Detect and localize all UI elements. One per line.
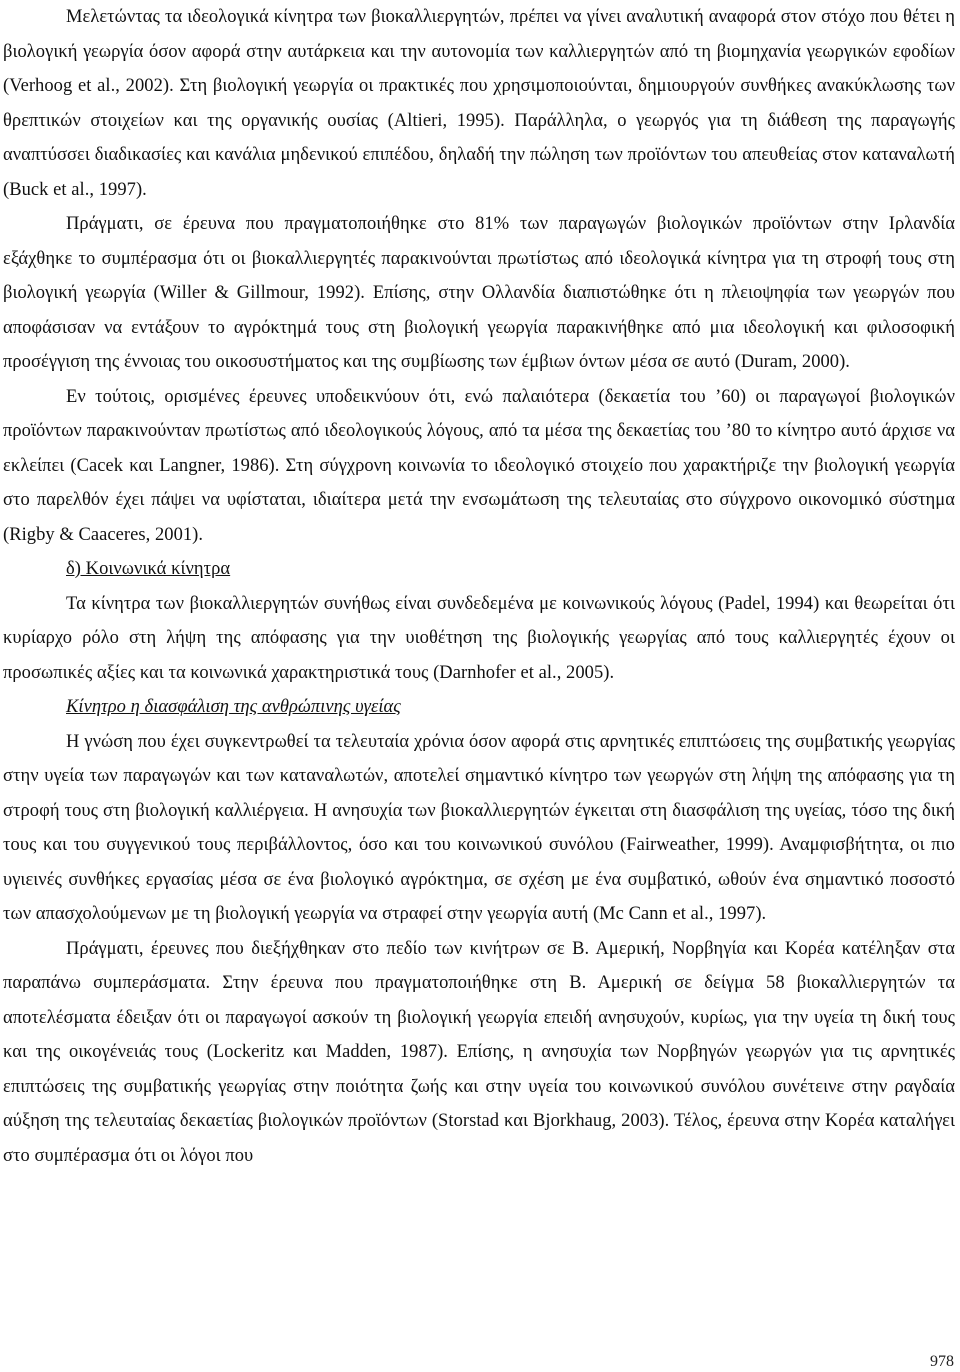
paragraph-research-countries: Πράγματι, έρευνες που διεξήχθηκαν στο πεδίο των κινήτρων σε Β. Αμερική, Νορβηγία και Κορέα κατέληξαν στα παραπάνω συμπεράσματα. Στην έρευνα που πραγματοποιήθηκε στη Β. Αμερική σε δείγμα 58 βιοκαλλιεργητών τα αποτελέσματα έδειξαν ότι οι παραγωγοί ασκούν τη βιολογική γεωργία επειδή ανησυχούν, κυρίως, για την υγεία τη δική τους και της οικογένειάς τους (Lockeritz και Madden, 1987). Επίσης, η ανησυχία των Νορβηγών γεωργών για τις αρνητικές επιπτώσεις της συμβατικής γεωργίας στην ποιότητα ζωής και στην υγεία του κοινωνικού συνόλου συνέτεινε στην ραγδαία αύξηση της τελευταίας δεκαετίας βιολογικών προϊόντων (Storstad και Bjorkhaug, 2003). Τέλος, έρευνα στην Κορέα καταλήγει στο συμπέρασμα ότι οι λόγοι που [3,938,955,1166]
paragraph-health-knowledge: Η γνώση που έχει συγκεντρωθεί τα τελευταία χρόνια όσον αφορά στις αρνητικές επιπτώσεις της συμβατικής γεωργίας στην υγεία των παραγωγών και των καταναλωτών, αποτελεί σημαντικό κίνητρο των γεωργών στη λήψη της απόφασης για τη στροφή τους στη βιολογική καλλιέργεια. Η ανησυχία των βιοκαλλιεργητών έγκειται στη διασφάλιση της υγείας, τόσο της δική τους και του συγγενικού τους περιβάλλοντος, όσο και του κοινωνικού συνόλου (Fairweather, 1999). Αναμφισβήτητα, οι πιο υγιεινές συνθήκες εργασίας μέσα σε ένα βιολογικό αγρόκτημα, σε σχέση με ένα συμβατικό, ωθούν ένα σημαντικό ποσοστό των απασχολούμενων με τη βιολογική γεωργία να στραφεί στην γεωργία αυτή (Mc Cann et al., 1997). [3,731,955,924]
subheading-health [3,690,955,725]
page-number: 978 [930,1353,954,1370]
section-heading-social [3,552,955,587]
paragraph-however: Εν τούτοις, ορισμένες έρευνες υποδεικνύουν ότι, ενώ παλαιότερα (δεκαετία του ’60) οι παραγωγοί βιολογικών προϊόντων παρακινούνταν πρωτίστως από ιδεολογικούς λόγους, από τα μέσα της δεκαετίας του ’80 το κίνητρο αυτό άρχισε να εκλείπει (Cacek και Langner, 1986). Στη σύγχρονη κοινωνία το ιδεολογικό στοιχείο που χαρακτήριζε την βιολογική γεωργία στο παρελθόν έχει πάψει να υφίσταται, ιδιαίτερα μετά την ενσωμάτωση της τελευταίας στο σύγχρονο οικονομικό σύστημα (Rigby & Caaceres, 2001). [3,386,955,545]
paragraph-ireland-netherlands: Πράγματι, σε έρευνα που πραγματοποιήθηκε στο 81% των παραγωγών βιολογικών προϊόντων στην Ιρλανδία εξάχθηκε το συμπέρασμα ότι οι βιοκαλλιεργητές παρακινούνται πρωτίστως από ιδεολογικά κίνητρα για τη στροφή τους στη βιολογική γεωργία (Willer & Gillmour, 1992). Επίσης, στην Ολλανδία διαπιστώθηκε ότι η πλειοψηφία των γεωργών που αποφάσισαν να εντάξουν το αγρόκτημά τους στη βιολογική γεωργία παρακινήθηκε από μια ιδεολογική και φιλοσοφική προσέγγιση της έννοιας του οικοσυστήματος και της συμβίωσης των έμβιων όντων μέσα σε αυτό (Duram, 2000). [3,214,955,372]
section-heading-social-text: δ) Κοινωνικά κίνητρα [66,559,231,579]
paragraph-ideological-continued: Μελετώντας τα ιδεολογικά κίνητρα των βιοκαλλιεργητών, πρέπει να γίνει αναλυτική αναφορά στον στόχο που θέτει η βιολογική γεωργία όσον αφορά στην αυτάρκεια και την αυτονομία των καλλιεργητών από τη βιομηχανία γεωργικών εφοδίων (Verhoog et al., 2002). Στη βιολογική γεωργία οι πρακτικές που χρησιμοποιούνται, δημιουργούν συνθήκες ανακύκλωσης των θρεπτικών στοιχείων και της οργανικής ουσίας (Altieri, 1995). Παράλληλα, ο γεωργός για τη διάθεση της παραγωγής αναπτύσσει διαδικασίες και κανάλια μηδενικού επιπέδου, δηλαδή την πώληση των προϊόντων του απευθείας στον καταναλωτή (Buck et al., 1997). [3,7,955,200]
body-text [3,0,955,1173]
subheading-health-text: Κίνητρο η διασφάλιση της ανθρώπινης υγείας [66,697,401,717]
paragraph-social-motives: Τα κίνητρα των βιοκαλλιεργητών συνήθως είναι συνδεδεμένα με κοινωνικούς λόγους (Padel, 1994) και θεωρείται ότι κυρίαρχο ρόλο στη λήψη της απόφασης για την υιοθέτηση της βιολογικής γεωργίας από τους καλλιεργητές έχουν οι προσωπικές αξίες και τα κοινωνικά χαρακτηριστικά τους (Darnhofer et al., 2005). [3,593,955,683]
